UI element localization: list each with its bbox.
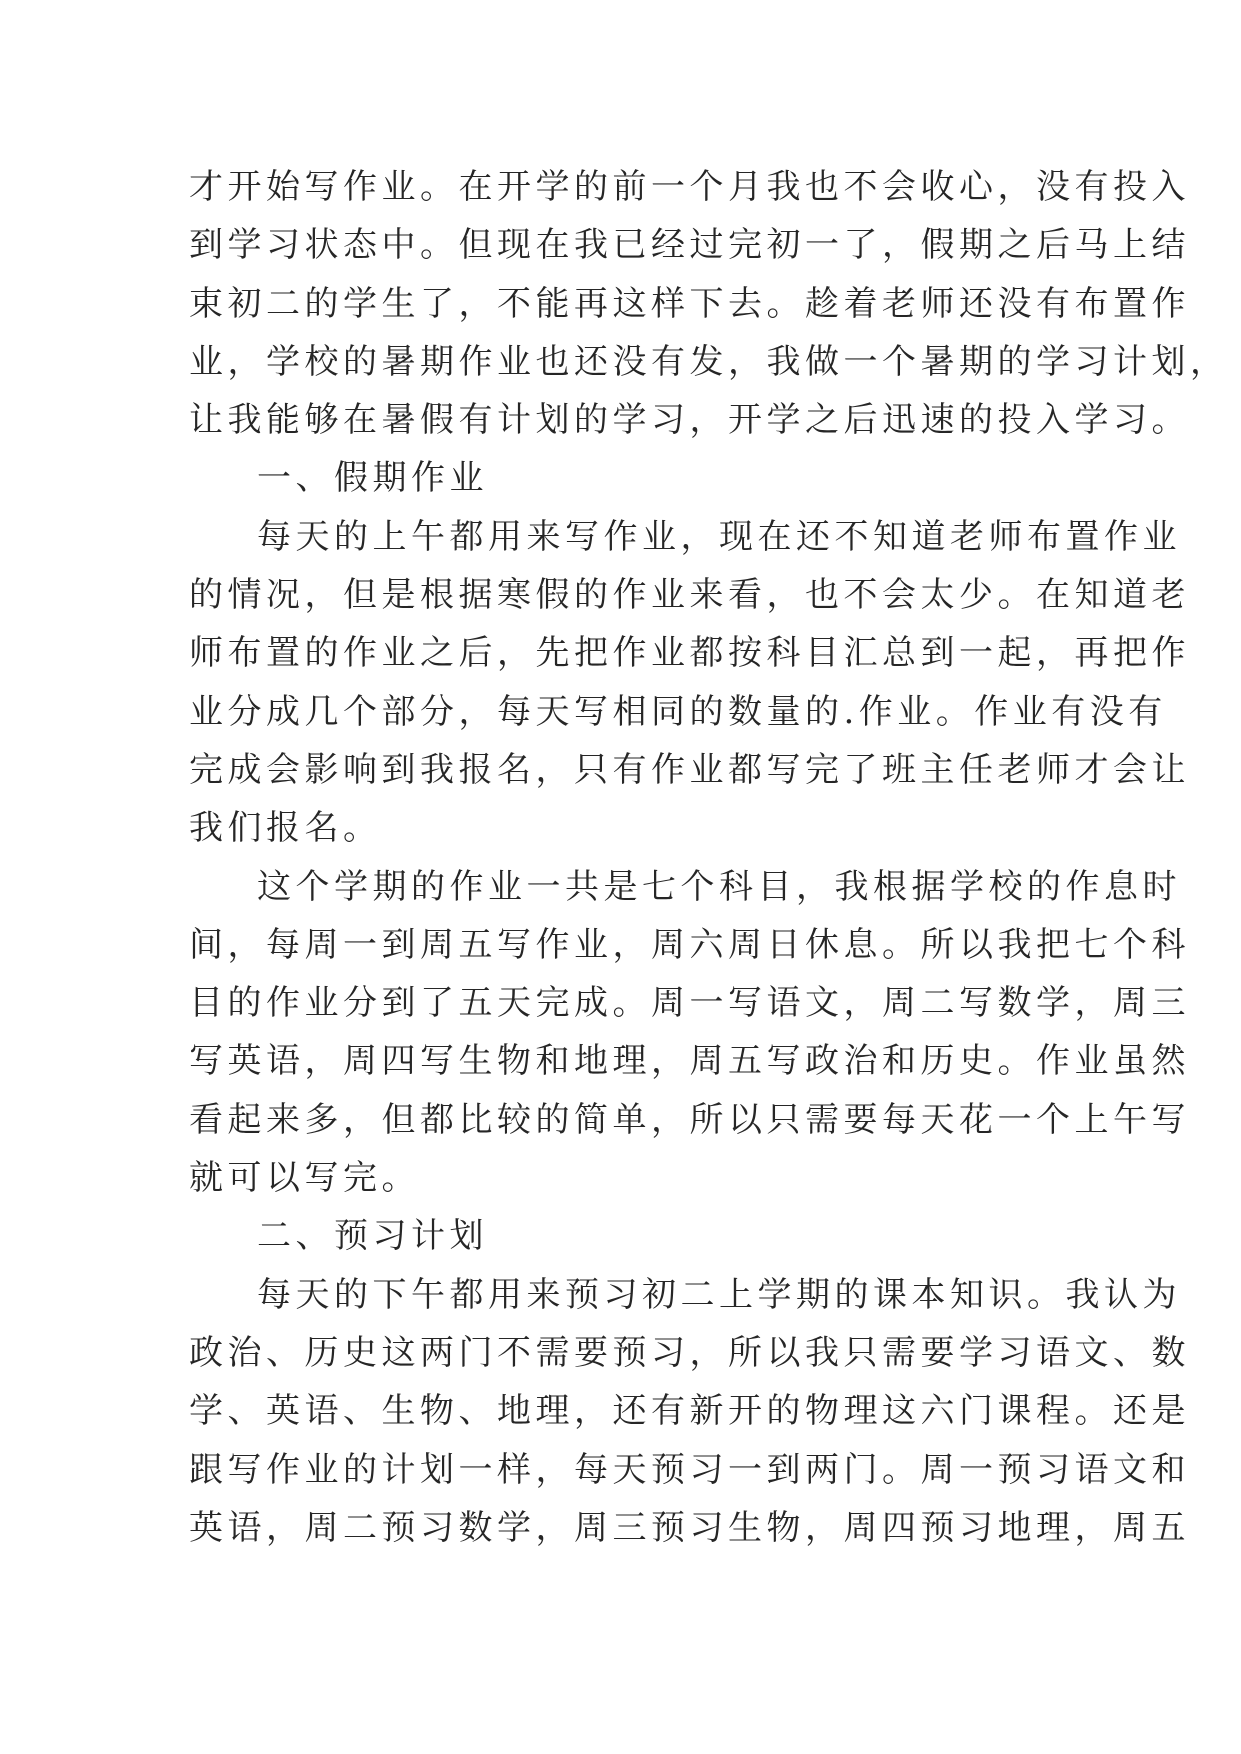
text-line: 才开始写作业。在开学的前一个月我也不会收心，没有投入 (189, 167, 1190, 207)
text-line: 一、假期作业 (257, 458, 488, 499)
text-line: 就可以写完。 (189, 1158, 420, 1199)
text-line: 写英语，周四写生物和地理，周五写政治和历史。作业虽然 (189, 1041, 1190, 1082)
text-line: 到学习状态中。但现在我已经过完初一了，假期之后马上结 (189, 225, 1190, 266)
text-line: 二、预习计划 (257, 1216, 488, 1257)
text-line: 完成会影响到我报名，只有作业都写完了班主任老师才会让 (189, 749, 1190, 790)
text-line: 业分成几个部分，每天写相同的数量的.作业。作业有没有 (189, 691, 1167, 732)
text-line: 每天的下午都用来预习初二上学期的课本知识。我认为 (257, 1274, 1181, 1315)
text-line: 目的作业分到了五天完成。周一写语文，周二写数学，周三 (189, 983, 1190, 1024)
text-line: 束初二的学生了，不能再这样下去。趁着老师还没有布置作 (189, 283, 1190, 324)
text-line: 学、英语、生物、地理，还有新开的物理这六门课程。还是 (189, 1391, 1190, 1432)
text-line: 政治、历史这两门不需要预习，所以我只需要学习语文、数 (189, 1332, 1190, 1373)
text-line: 让我能够在暑假有计划的学习，开学之后迅速的投入学习。 (189, 400, 1190, 441)
text-line: 业，学校的暑期作业也还没有发，我做一个暑期的学习计划， (189, 341, 1229, 382)
text-line: 间，每周一到周五写作业，周六周日休息。所以我把七个科 (189, 924, 1190, 965)
document-body (189, 158, 1229, 1557)
text-line: 的情况，但是根据寒假的作业来看，也不会太少。在知道老 (189, 575, 1190, 616)
text-line: 看起来多，但都比较的简单，所以只需要每天花一个上午写 (189, 1099, 1190, 1140)
text-line: 这个学期的作业一共是七个科目，我根据学校的作息时 (257, 866, 1181, 907)
text-line: 每天的上午都用来写作业，现在还不知道老师布置作业 (257, 516, 1181, 557)
text-line: 师布置的作业之后，先把作业都按科目汇总到一起，再把作 (189, 633, 1190, 674)
text-line: 我们报名。 (189, 808, 382, 849)
text-line: 英语，周二预习数学，周三预习生物，周四预习地理，周五 (189, 1507, 1190, 1548)
text-line: 跟写作业的计划一样，每天预习一到两门。周一预习语文和 (189, 1449, 1190, 1490)
